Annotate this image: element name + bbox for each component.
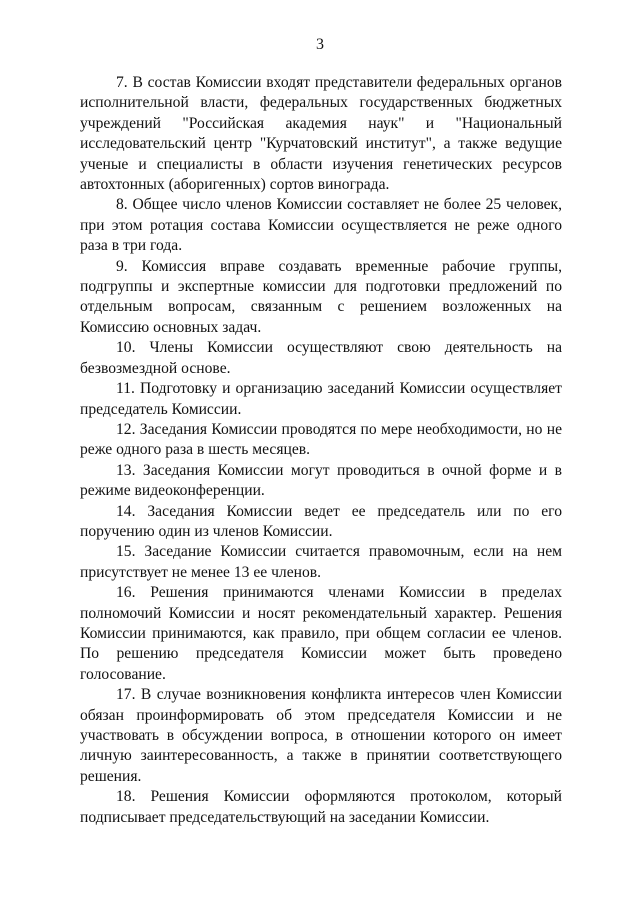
document-body <box>80 73 562 828</box>
paragraph-18: 18. Решения Комиссии оформляются протоколом, который подписывает председательствующий на заседании Комиссии. <box>80 788 562 826</box>
paragraph-11: 11. Подготовку и организацию заседаний Комиссии осуществляет председатель Комиссии. <box>80 380 562 418</box>
paragraph-15: 15. Заседание Комиссии считается правомочным, если на нем присутствует не менее 13 ее членов. <box>80 543 562 581</box>
paragraph-8: 8. Общее число членов Комиссии составляет не более 25 человек, при этом ротация состава Комиссии осуществляется не реже одного раза в три года. <box>80 196 562 255</box>
paragraph-17: 17. В случае возникновения конфликта интересов член Комиссии обязан проинформировать об этом председателя Комиссии и не участвовать в обсуждении вопроса, в отношении которого он имеет личную заинтересованность, а также в принятии соответствующего решения. <box>80 686 562 785</box>
paragraph-13: 13. Заседания Комиссии могут проводиться в очной форме и в режиме видеоконференции. <box>80 461 562 500</box>
paragraph-14: 14. Заседания Комиссии ведет ее председатель или по его поручению один из членов Комиссии. <box>80 502 562 540</box>
paragraph-7: 7. В состав Комиссии входят представители федеральных органов исполнительной власти, федеральных государственных бюджетных учреждений "Российская академия наук" и "Национальный исследовательский центр "Курчатовский институт", а также ведущие ученые и специалисты в области изучения генетических ресурсов автохтонных (аборигенных) сортов винограда. <box>80 74 562 194</box>
paragraph-9: 9. Комиссия вправе создавать временные рабочие группы, подгруппы и экспертные комиссии для подготовки предложений по отдельным вопросам, связанным с решением возложенных на Комиссию основных задач. <box>80 257 562 336</box>
paragraph-12: 12. Заседания Комиссии проводятся по мере необходимости, но не реже одного раза в шесть месяцев. <box>80 420 562 459</box>
page-number: 3 <box>316 36 324 53</box>
paragraph-10: 10. Члены Комиссии осуществляют свою деятельность на безвозмездной основе. <box>80 339 562 377</box>
paragraph-16: 16. Решения принимаются членами Комиссии в пределах полномочий Комиссии и носят рекомендательный характер. Решения Комиссии принимаются, как правило, при общем согласии ее членов. По решению председателя Комиссии может быть проведено голосование. <box>80 584 562 683</box>
